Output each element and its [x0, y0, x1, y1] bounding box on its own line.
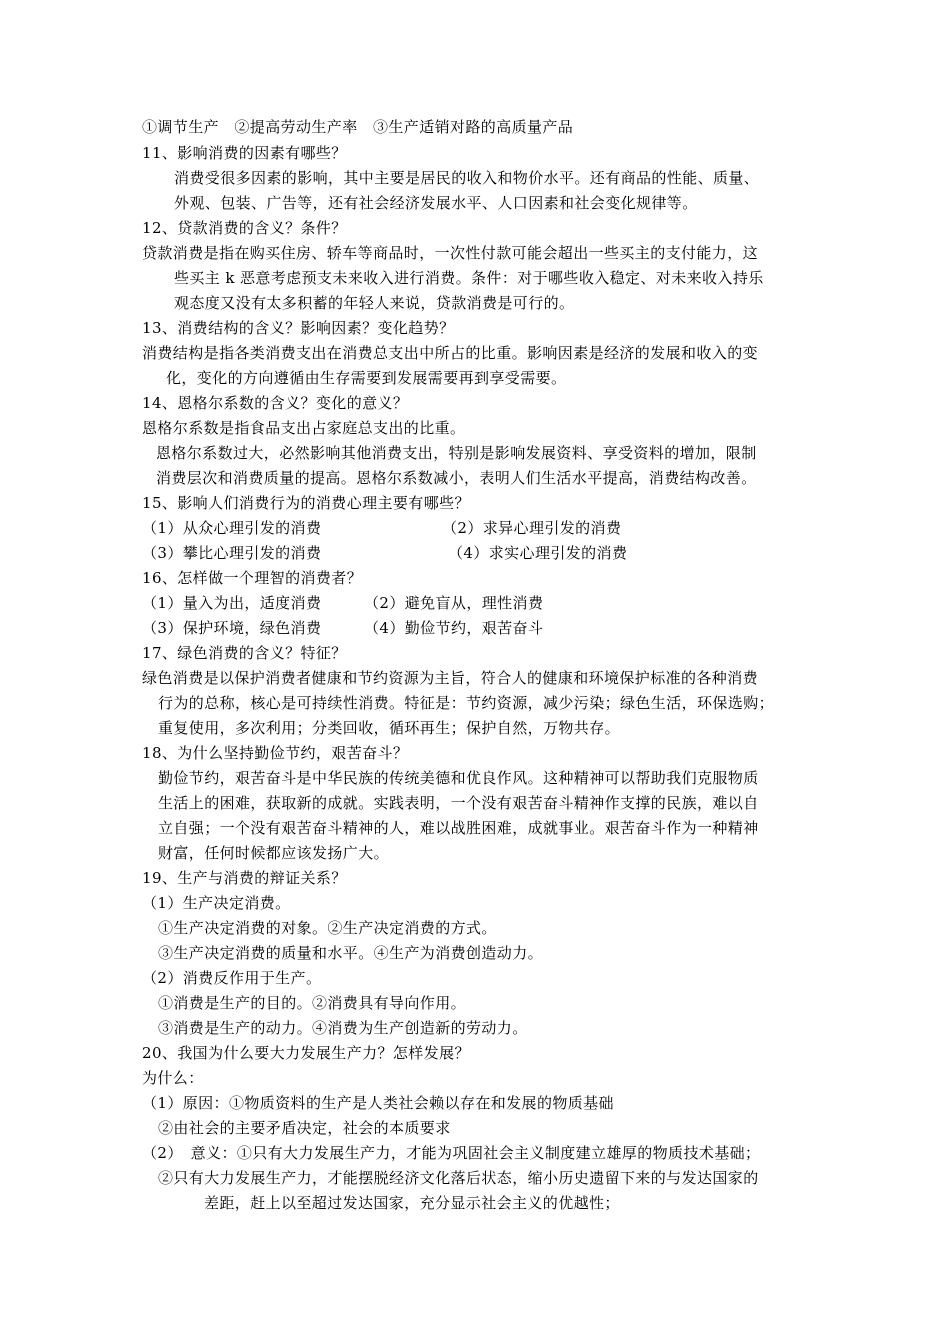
text-line: ①生产决定消费的对象。②生产决定消费的方式。 [158, 919, 497, 937]
text-line: 观态度又没有太多积蓄的年轻人来说，贷款消费是可行的。 [174, 294, 575, 312]
list-item: （3）攀比心理引发的消费 [142, 544, 322, 562]
text-line: 财富，任何时候都应该发扬广大。 [158, 844, 390, 862]
list-item: （1）量入为出，适度消费 [142, 594, 322, 612]
text-line: 消费受很多因素的影响，其中主要是居民的收入和物价水平。还有商品的性能、质量、 [174, 169, 760, 187]
question-heading: 17、绿色消费的含义？特征？ [142, 644, 347, 662]
text-line: ①消费是生产的目的。②消费具有导向作用。 [158, 994, 467, 1012]
list-item: （2）求异心理引发的消费 [442, 519, 622, 537]
list-item: （1）从众心理引发的消费 [142, 519, 322, 537]
text-line: ②只有大力发展生产力，才能摆脱经济文化落后状态，缩小历史遗留下来的与发达国家的 [158, 1169, 759, 1187]
question-heading: 20、我国为什么要大力发展生产力？怎样发展？ [142, 1044, 470, 1062]
text-line: ③生产决定消费的质量和水平。④生产为消费创造动力。 [158, 944, 544, 962]
list-item: （2） 意义：①只有大力发展生产力，才能为巩固社会主义制度建立雄厚的物质技术基础； [142, 1144, 761, 1162]
text-line: 消费结构是指各类消费支出在消费总支出中所占的比重。影响因素是经济的发展和收入的变 [142, 344, 759, 362]
text-line: 重复使用，多次利用；分类回收，循环再生；保护自然，万物共存。 [158, 719, 621, 737]
question-heading: 13、消费结构的含义？影响因素？变化趋势？ [142, 319, 455, 337]
text-line: 消费层次和消费质量的提高。恩格尔系数减小，表明人们生活水平提高，消费结构改善。 [156, 469, 757, 487]
text-line: 些买主 k 恶意考虑预支未来收入进行消费。条件：对于哪些收入稳定、对未来收入持乐 [174, 269, 764, 287]
text-line: 恩格尔系数是指食品支出占家庭总支出的比重。 [142, 419, 466, 437]
text-line: 行为的总称，核心是可持续性消费。特征是：节约资源，减少污染；绿色生活，环保选购； [158, 694, 775, 712]
list-item: （1）生产决定消费。 [142, 894, 291, 912]
question-heading: 18、为什么坚持勤俭节约，艰苦奋斗？ [142, 744, 409, 762]
text-line: 立自强；一个没有艰苦奋斗精神的人，难以战胜困难，成就事业。艰苦奋斗作为一种精神 [158, 819, 759, 837]
question-heading: 16、怎样做一个理智的消费者？ [142, 569, 363, 587]
list-item: （1）原因：①物质资料的生产是人类社会赖以存在和发展的物质基础 [142, 1094, 614, 1112]
list-item: （3）保护环境，绿色消费 [142, 619, 322, 637]
text-line: 绿色消费是以保护消费者健康和节约资源为主旨，符合人的健康和环境保护标准的各种消费 [142, 669, 759, 687]
text-line: 生活上的困难，获取新的成就。实践表明，一个没有艰苦奋斗精神作支撑的民族，难以自 [158, 794, 759, 812]
question-heading: 19、生产与消费的辩证关系？ [142, 869, 347, 887]
text-line: 化，变化的方向遵循由生存需要到发展需要再到享受需要。 [166, 369, 567, 387]
text-line: 差距，赶上以至超过发达国家，充分显示社会主义的优越性； [204, 1194, 620, 1212]
text-line: 为什么： [142, 1069, 204, 1087]
text-line: ①调节生产 ②提高劳动生产率 ③生产适销对路的高质量产品 [142, 118, 574, 136]
text-line: 恩格尔系数过大，必然影响其他消费支出，特别是影响发展资料、享受资料的增加，限制 [156, 444, 757, 462]
list-item: （4）求实心理引发的消费 [448, 544, 628, 562]
question-heading: 11、影响消费的因素有哪些？ [142, 144, 347, 162]
list-item: （2）避免盲从，理性消费 [364, 594, 544, 612]
text-line: 外观、包装、广告等，还有社会经济发展水平、人口因素和社会变化规律等。 [174, 194, 698, 212]
text-line: ②由社会的主要矛盾决定，社会的本质要求 [158, 1119, 451, 1137]
question-heading: 14、恩格尔系数的含义？变化的意义？ [142, 394, 409, 412]
question-heading: 15、影响人们消费行为的消费心理主要有哪些？ [142, 494, 470, 512]
text-line: 贷款消费是指在购买住房、轿车等商品时，一次性付款可能会超出一些买主的支付能力，这 [142, 244, 759, 262]
text-line: ③消费是生产的动力。④消费为生产创造新的劳动力。 [158, 1019, 528, 1037]
text-line: 勤俭节约，艰苦奋斗是中华民族的传统美德和优良作风。这种精神可以帮助我们克服物质 [158, 769, 759, 787]
list-item: （4）勤俭节约，艰苦奋斗 [364, 619, 544, 637]
list-item: （2）消费反作用于生产。 [142, 969, 322, 987]
question-heading: 12、贷款消费的含义？条件？ [142, 219, 347, 237]
